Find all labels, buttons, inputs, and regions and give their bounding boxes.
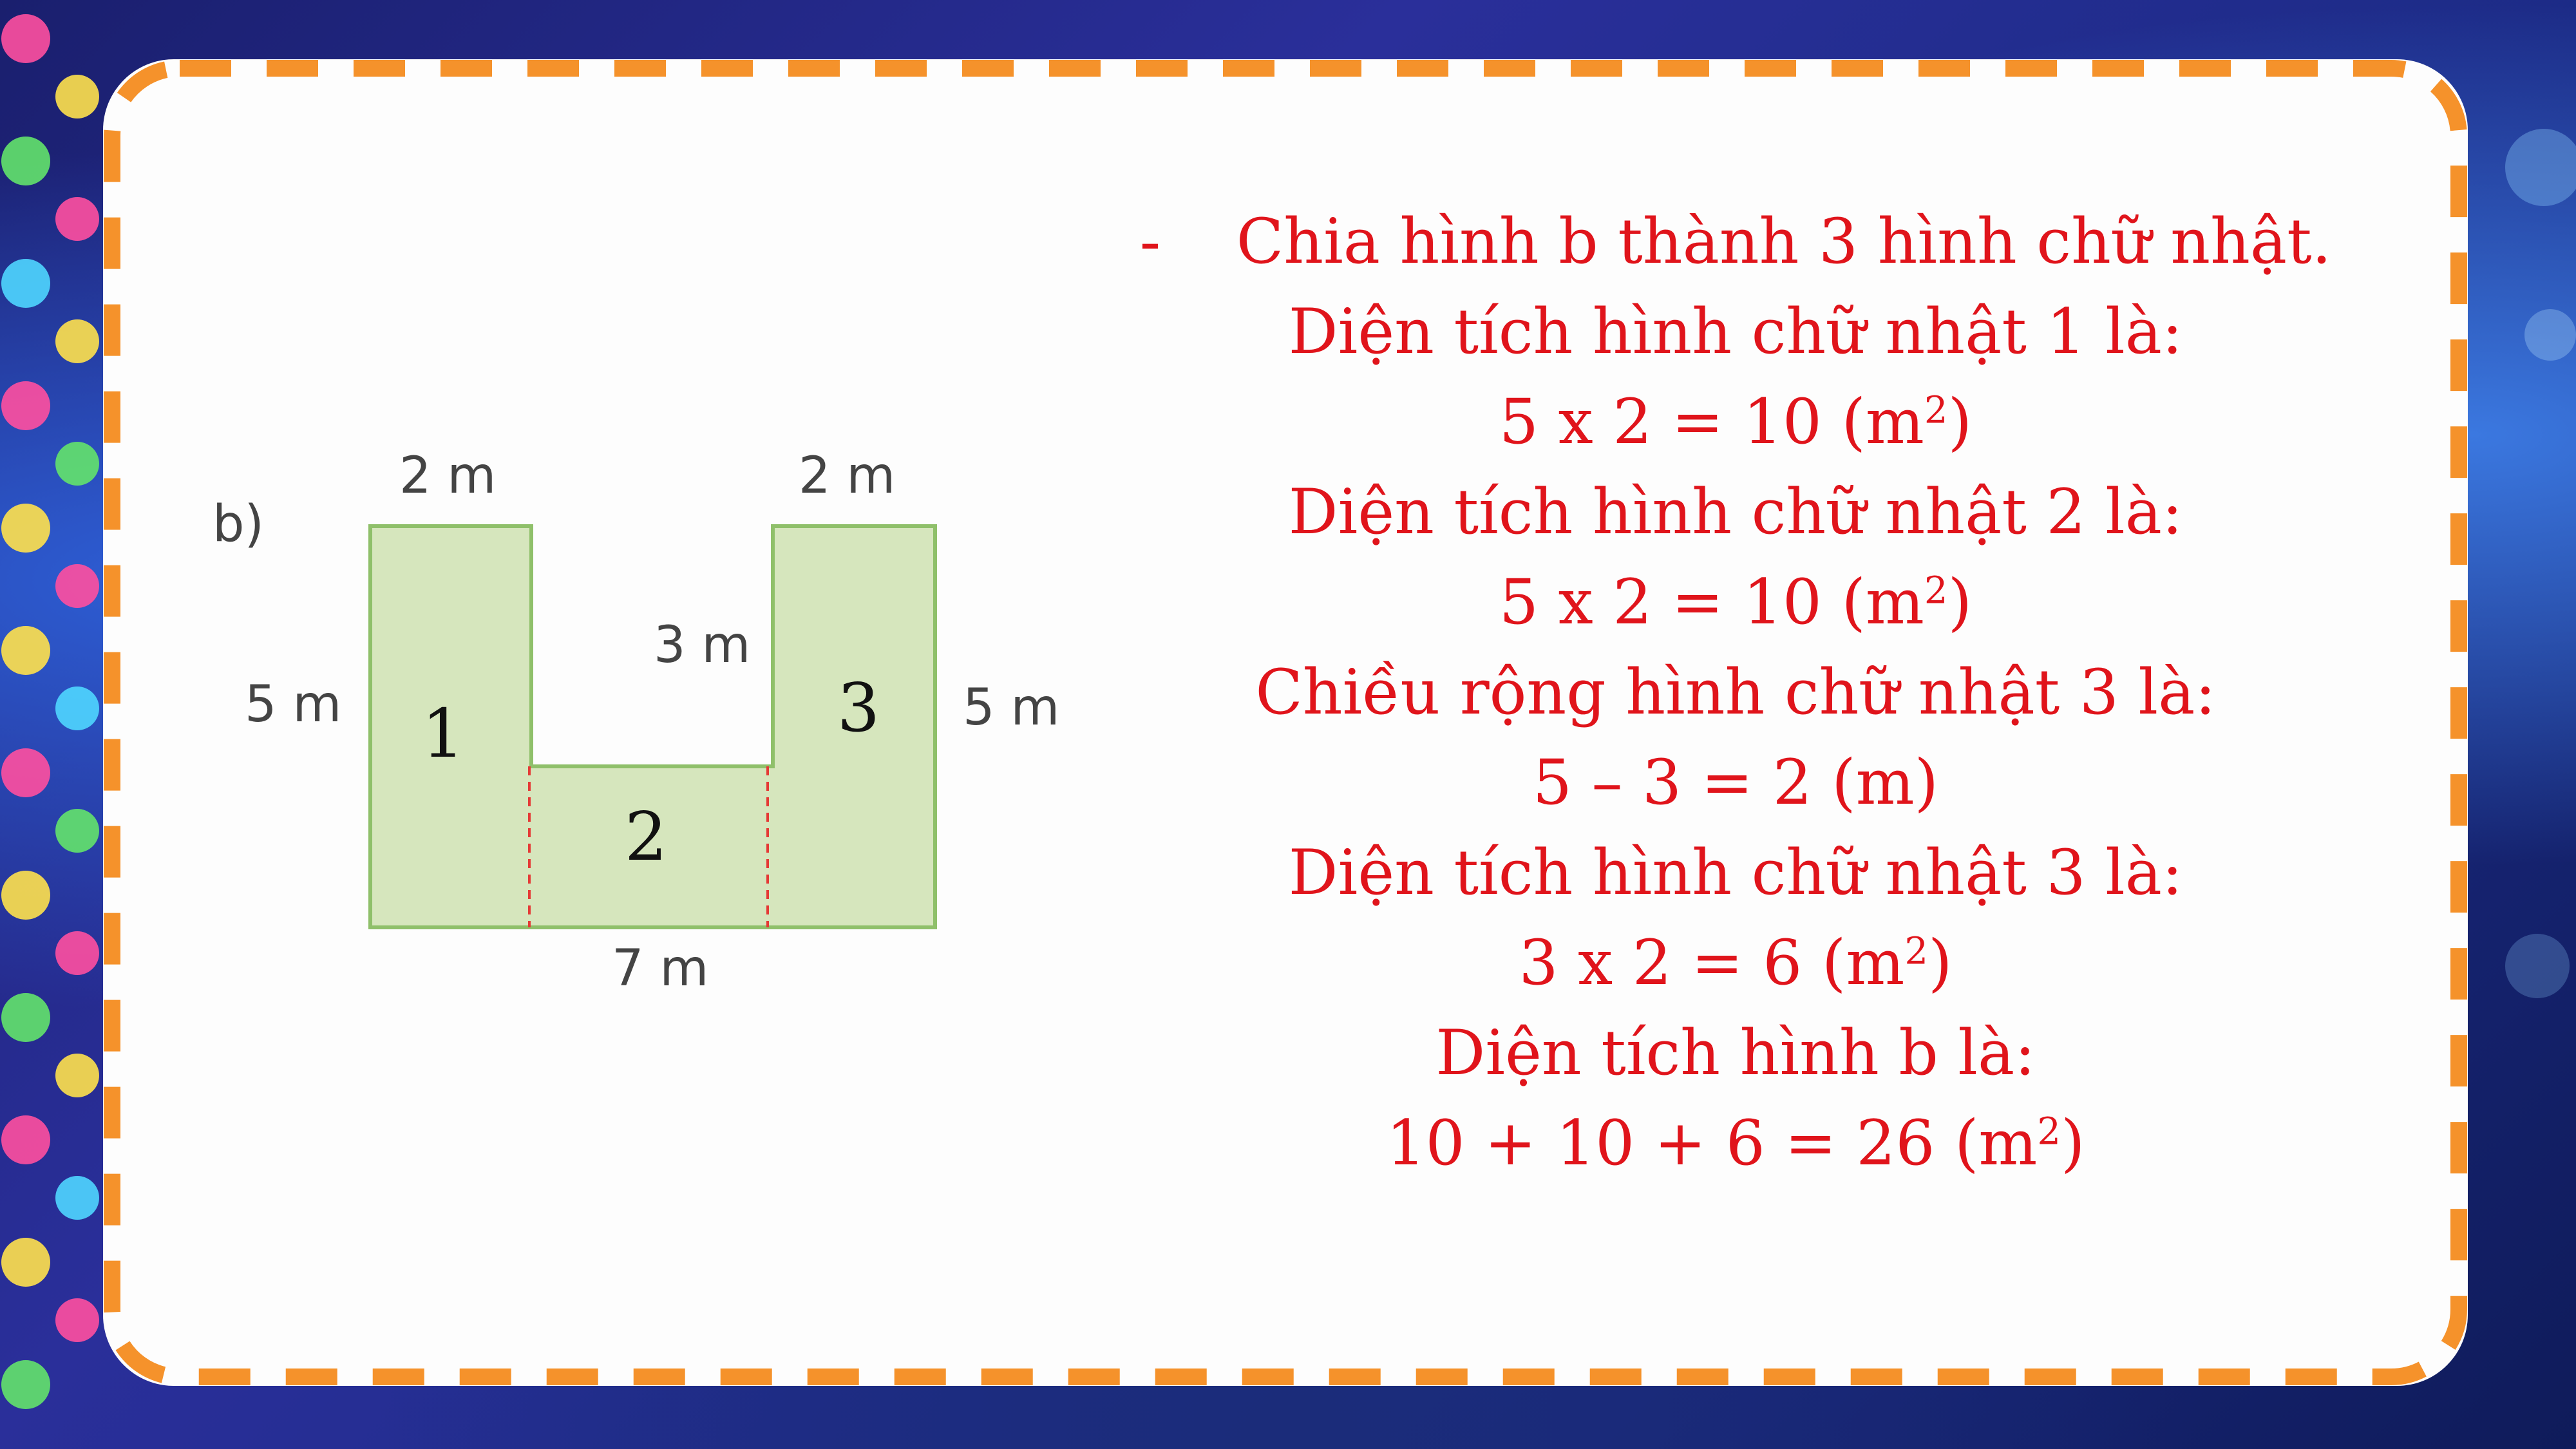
region-2-label: 2 — [625, 797, 668, 876]
top-left-width-label: 2 m — [399, 447, 497, 505]
intro-text: Chia hình b thành 3 hình chữ nhật. — [1236, 205, 2332, 278]
area1-calc: 5 x 2 = 10 $(m^2)$ — [1499, 386, 1973, 458]
right-stage-decor — [2467, 0, 2576, 1449]
region-1-label: 1 — [422, 694, 465, 773]
width3-label: Chiều rộng hình chữ nhật 3 là: — [1255, 656, 2216, 728]
figure-b-diagram — [193, 438, 1108, 1050]
area2-label: Diện tích hình chữ nhật 2 là: — [1288, 476, 2183, 548]
figure-label: b) — [213, 495, 264, 553]
left-height-label: 5 m — [245, 676, 342, 734]
bottom-width-label: 7 m — [612, 940, 709, 998]
intro-line — [1095, 196, 2376, 287]
area1-label: Diện tích hình chữ nhật 1 là: — [1288, 296, 2183, 368]
total-label: Diện tích hình b là: — [1435, 1017, 2036, 1089]
notch-depth-label: 3 m — [654, 616, 751, 674]
right-height-label: 5 m — [963, 679, 1060, 737]
region-3-label: 3 — [837, 668, 880, 747]
width3-calc: 5 – 3 = 2 (m) — [1532, 746, 1939, 819]
solution-text — [1095, 196, 2376, 1188]
area3-calc: 3 x 2 = 6 $(m^2)$ — [1519, 927, 1953, 999]
bullet: - — [1139, 205, 1161, 278]
top-right-width-label: 2 m — [799, 447, 896, 505]
left-light-bulbs — [0, 0, 109, 1449]
area3-label: Diện tích hình chữ nhật 3 là: — [1288, 837, 2183, 909]
total-calc: 10 + 10 + 6 = 26 $(m^2)$ — [1386, 1107, 2085, 1179]
area2-calc: 5 x 2 = 10 $(m^2)$ — [1499, 566, 1973, 638]
